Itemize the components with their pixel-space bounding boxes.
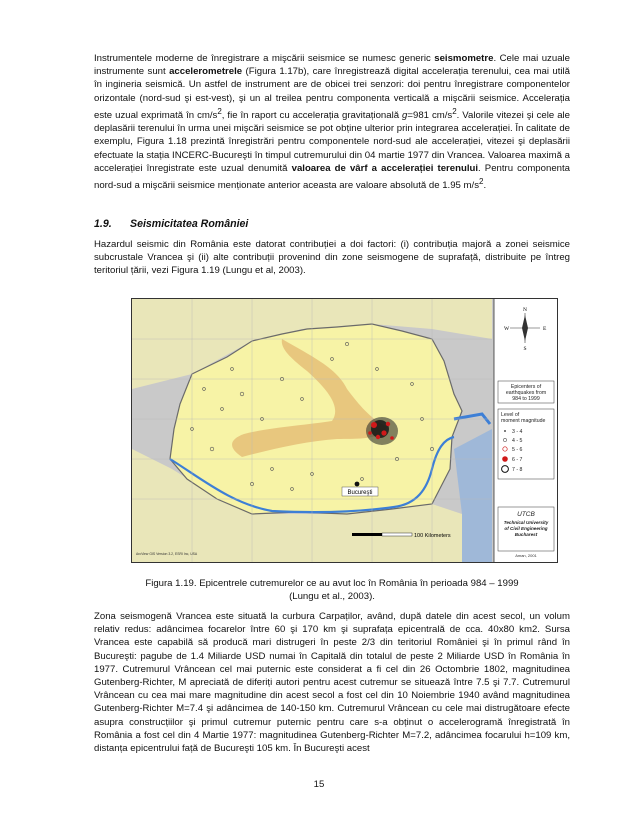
text-run: , fie în raport cu accelerația gravitațională bbox=[221, 110, 403, 121]
scale-label: 100 Kilometers bbox=[414, 533, 451, 539]
text-run: . Cele mai uzuale instrumente sunt bbox=[94, 53, 570, 78]
magnitude-symbol bbox=[502, 456, 508, 462]
superscript: 2 bbox=[217, 106, 222, 116]
epicenter-map bbox=[132, 299, 557, 562]
magnitude-class: 4 - 5 bbox=[512, 438, 523, 444]
vrancea-cluster bbox=[366, 417, 398, 445]
utcb-line: Technical University bbox=[503, 520, 549, 525]
symbol-g: g bbox=[402, 110, 408, 121]
text-run: . bbox=[483, 180, 487, 192]
section-heading bbox=[94, 218, 248, 230]
paragraph-seismometers bbox=[94, 52, 570, 192]
text-run: Instrumentele moderne de înregistrare a mişcării seismice se numesc generic bbox=[94, 53, 435, 64]
legend-title-line: Epicenters of bbox=[510, 384, 542, 390]
text-run: (Figura 1.17b), care înregistrează digital accelerația terenului, cea mai utilă în ingineria seismică. Un astfel de instrument are de obicei trei senzori: doi pentru înregistrare componentelor orizontale (nord-sud şi est-vest), şi un al treilea pentru componenta verticală a mişcării seismice. Accelerația este uzual exprimată în cm/s bbox=[94, 66, 570, 121]
magnitude-class: 5 - 6 bbox=[512, 447, 523, 453]
section-number: 1.9. bbox=[94, 218, 112, 230]
utcb-line: Bucharest bbox=[514, 532, 538, 537]
bucharest-label: Bucureşti bbox=[347, 490, 373, 496]
section-title: Seismicitatea României bbox=[130, 218, 249, 230]
compass-w: W bbox=[504, 326, 510, 332]
magnitude-class: 6 - 7 bbox=[512, 457, 523, 463]
utcb-name: UTCB bbox=[517, 511, 535, 518]
superscript: 2 bbox=[479, 177, 484, 187]
compass-s: S bbox=[523, 346, 527, 352]
magnitude-title-line: Level of bbox=[501, 412, 520, 418]
utcb-line: of Civil Engineering bbox=[504, 526, 548, 531]
text-run: . Valorile vitezei şi cele ale deplasării terenului în urma unei mişcări seismice se pot obține ulterior prin integrarea accelerației. În calitate de exemplu, Figura 1.18 prezintă înregistrări pentru componentele nord-sud ale accelerației, vitezei şi deplasării efectuate la stația INCERC-Bucureşti în timpul cutremurului din 04 martie 1977 din Vrancea. Valoarea maximă a accelerației înregistrate este uzual denumită bbox=[94, 110, 570, 174]
caption-line: Figura 1.19. Epicentrele cutremurelor ce au avut loc în România în perioada 984 – 1999 bbox=[145, 578, 519, 589]
figure-epicenter-map bbox=[131, 298, 558, 563]
software-note: ArcView GIS Version 3.2, ESRI Inc, USA bbox=[136, 552, 198, 556]
compass-n: N bbox=[523, 307, 527, 313]
term-accelerometrele: accelerometrele bbox=[169, 66, 243, 78]
text-run: =981 cm/s bbox=[407, 110, 453, 121]
magnitude-title-line: moment magnitude bbox=[501, 418, 546, 424]
magnitude-class: 7 - 8 bbox=[512, 467, 523, 473]
caption-line: (Lungu et al., 2003). bbox=[289, 591, 375, 603]
figure-caption bbox=[94, 577, 570, 603]
compass-e: E bbox=[543, 326, 547, 332]
magnitude-symbol bbox=[504, 430, 506, 432]
term-peak-ground-acceleration: valoarea de vârf a accelerației terenului bbox=[291, 162, 479, 174]
paragraph-vrancea: Zona seismogenă Vrancea este situată la curbura Carpaților, având, după datele din acest secol, un volum relativ redus: adâncimea focarelor între 60 şi 170 km şi suprafața epicentrală de cca. 40x80 km2. Sursa Vrancea este capabilă să producă mari distrugeri în peste 2/3 din teritoriul României şi în primul rând în Bucureşti: pagube de 1.4 Miliarde USD numai în Capitală din totalul de peste 2 Miliarde USD în România în 1977. Cutremurul Vrâncean cel mai puternic este considerat a fi cel din 26 Octombrie 1802, magnitudinea Gutenberg-Richter, M apreciată de diferiți autori pentru acest cutremur se situează între 7.5 şi 7.7. Cutremurul Vrâncean cu cea mai mare magnitudine din acest secol a fost cel din 10 Noiembrie 1940 având magnitudinea Gutenberg-Richter M=7.4 şi adâncimea de 140-150 km. Cutremurul Vrâncean cu cele mai distrugătoare efecte asupra construcțiilor şi primul cutremur puternic pentru care s-a obținut o accelerogramă înregistrată în România a fost cel din 4 Martie 1977: magnitudinea Gutenberg-Richter M=7.2, adâncimea focarului h=109 km, distanța epicentrului față de Bucureşti 105 km. În Bucureşti acest bbox=[94, 611, 570, 755]
text-run: . Pentru componenta nord-sud a mişcării seismice menționate anterior aceasta are valoare absolută de 1.95 m/s bbox=[94, 162, 570, 192]
author-note: Aman, 2001 bbox=[515, 553, 537, 558]
page-number: 15 bbox=[313, 779, 325, 790]
superscript: 2 bbox=[452, 106, 457, 116]
bucharest-marker bbox=[355, 482, 360, 487]
legend-title-line: earthquakes from bbox=[505, 390, 547, 396]
magnitude-class: 3 - 4 bbox=[512, 429, 523, 435]
term-seismometre: seismometre bbox=[434, 53, 494, 64]
paragraph-hazard: Hazardul seismic din România este datorat contribuției a doi factori: (i) contribuția majoră a zonei seismice subcrustale Vrancea şi (ii) alte contribuții provenind din zone seismogene de suprafață, distribuite pe întreg teritoriul țării, vezi Figura 1.19 (Lungu et al, 2003). bbox=[94, 239, 570, 277]
legend-title-line: 984 to 1999 bbox=[512, 396, 540, 402]
